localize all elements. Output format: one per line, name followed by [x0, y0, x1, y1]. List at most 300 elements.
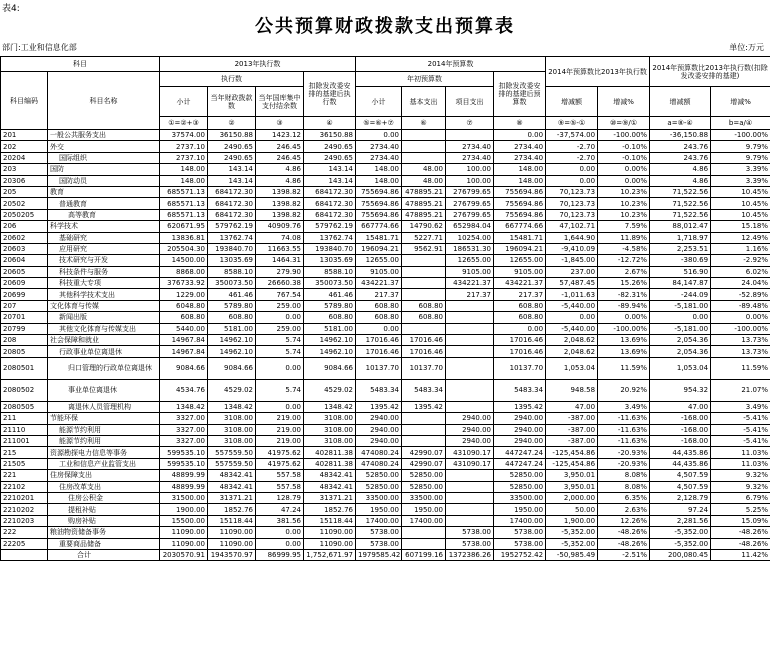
value-cell: 1952752.42 — [494, 549, 546, 560]
value-cell: 5.74 — [256, 379, 304, 401]
value-cell: 1348.42 — [160, 401, 208, 412]
table-row — [1, 312, 770, 323]
value-cell: 0.00% — [711, 312, 770, 323]
value-cell: 5440.00 — [160, 323, 208, 334]
value-cell: 5789.80 — [304, 300, 356, 311]
subject-code: 2080501 — [1, 357, 48, 379]
value-cell: 276799.65 — [446, 198, 494, 209]
value-cell: 608.80 — [160, 312, 208, 323]
value-cell: 431090.17 — [446, 447, 494, 458]
value-cell: 48899.99 — [160, 470, 208, 481]
value-cell: 11090.00 — [160, 527, 208, 538]
value-cell: 599535.10 — [160, 447, 208, 458]
value-cell: 52850.00 — [494, 470, 546, 481]
value-cell — [446, 323, 494, 334]
value-cell: 755694.86 — [494, 198, 546, 209]
value-cell: 381.56 — [256, 515, 304, 526]
table-row — [1, 335, 770, 346]
value-cell: 5738.00 — [356, 527, 402, 538]
value-cell: 2,048.62 — [546, 346, 598, 357]
value-cell: 11.59% — [598, 357, 650, 379]
value-cell: 4.86 — [650, 164, 711, 175]
value-cell — [446, 470, 494, 481]
value-cell: -50,985.49 — [546, 549, 598, 560]
value-cell: 2,128.79 — [650, 492, 711, 503]
subject-code: 20602 — [1, 232, 48, 243]
subject-code: 20306 — [1, 175, 48, 186]
value-cell: 579762.19 — [304, 221, 356, 232]
subject-code: 2210203 — [1, 515, 48, 526]
value-cell: 52850.00 — [402, 481, 446, 492]
value-cell: 33500.00 — [494, 492, 546, 503]
value-cell: 4529.02 — [304, 379, 356, 401]
value-cell — [402, 141, 446, 152]
value-cell: 128.79 — [256, 492, 304, 503]
subject-code: 20799 — [1, 323, 48, 334]
value-cell — [446, 335, 494, 346]
subject-name: 国防动员 — [48, 175, 160, 186]
value-cell: 607199.16 — [402, 549, 446, 560]
value-cell: -52.89% — [711, 289, 770, 300]
value-cell: -89.48% — [711, 300, 770, 311]
value-cell: 1852.76 — [304, 504, 356, 515]
value-cell: 608.80 — [356, 300, 402, 311]
value-cell: 13.69% — [598, 346, 650, 357]
value-cell: -89.94% — [598, 300, 650, 311]
value-cell: 9105.00 — [446, 266, 494, 277]
value-cell: 684172.30 — [304, 209, 356, 220]
value-cell: 6048.80 — [160, 300, 208, 311]
table-row — [1, 130, 770, 141]
value-cell: 88,012.47 — [650, 221, 711, 232]
value-cell: -37,574.00 — [546, 130, 598, 141]
subject-code: 215 — [1, 447, 48, 458]
value-cell: 1464.31 — [256, 255, 304, 266]
value-cell: 0.00 — [356, 130, 402, 141]
table-row — [1, 458, 770, 469]
value-cell: 17400.00 — [494, 515, 546, 526]
value-cell: 755694.86 — [494, 186, 546, 197]
value-cell: -48.26% — [711, 527, 770, 538]
value-cell: 13.69% — [598, 335, 650, 346]
value-cell: 5738.00 — [494, 527, 546, 538]
value-cell: 0.00 — [494, 130, 546, 141]
value-cell: -20.93% — [598, 458, 650, 469]
header-inc-2: 增减额 — [650, 87, 711, 117]
value-cell: -5,352.00 — [650, 527, 711, 538]
page-title: 公共预算财政拨款支出预算表 — [255, 16, 515, 37]
value-cell: -4.58% — [598, 243, 650, 254]
subject-name: 国防 — [48, 164, 160, 175]
subject-code: 203 — [1, 164, 48, 175]
value-cell: 15118.44 — [208, 515, 256, 526]
value-cell: 608.80 — [402, 312, 446, 323]
value-cell: 3108.00 — [304, 424, 356, 435]
value-cell: 31371.21 — [208, 492, 256, 503]
subject-code: 211 — [1, 413, 48, 424]
value-cell: 100.00 — [446, 175, 494, 186]
value-cell: 217.37 — [446, 289, 494, 300]
value-cell: 13762.74 — [208, 232, 256, 243]
subject-code: 211001 — [1, 435, 48, 446]
value-cell: 684172.30 — [208, 198, 256, 209]
subject-code: 20502 — [1, 198, 48, 209]
value-cell: 52850.00 — [402, 470, 446, 481]
value-cell: 17016.46 — [356, 335, 402, 346]
value-cell: 143.14 — [208, 164, 256, 175]
value-cell: 1,900.00 — [546, 515, 598, 526]
value-cell: 41975.62 — [256, 447, 304, 458]
value-cell — [446, 357, 494, 379]
subject-name: 基础研究 — [48, 232, 160, 243]
value-cell: 3327.00 — [160, 435, 208, 446]
subject-name: 工业和信息产业监管支出 — [48, 458, 160, 469]
value-cell: 10.45% — [711, 209, 770, 220]
value-cell: 3,950.01 — [546, 470, 598, 481]
value-cell: 48.00 — [402, 175, 446, 186]
value-cell: 2.63% — [598, 504, 650, 515]
value-cell: 3108.00 — [208, 435, 256, 446]
header-fin-alloc: 当年财政拨款数 — [208, 87, 256, 117]
formula-cell: ⑤=⑥+⑦ — [356, 117, 402, 130]
subject-name: 其他科学技术支出 — [48, 289, 160, 300]
value-cell: 2737.10 — [160, 152, 208, 163]
value-cell: 1398.82 — [256, 209, 304, 220]
value-cell: 2,253.51 — [650, 243, 711, 254]
table-row — [1, 435, 770, 446]
value-cell: 9.32% — [711, 470, 770, 481]
value-cell: 196094.21 — [356, 243, 402, 254]
value-cell: 1395.42 — [356, 401, 402, 412]
value-cell: 17016.46 — [494, 335, 546, 346]
value-cell: 8588.10 — [208, 266, 256, 277]
value-cell: 461.46 — [304, 289, 356, 300]
value-cell: -2.70 — [546, 152, 598, 163]
value-cell: -244.09 — [650, 289, 711, 300]
value-cell: 148.00 — [494, 164, 546, 175]
value-cell: 461.46 — [208, 289, 256, 300]
value-cell: 767.54 — [256, 289, 304, 300]
value-cell: 1395.42 — [402, 401, 446, 412]
value-cell — [446, 481, 494, 492]
value-cell: 478895.21 — [402, 186, 446, 197]
value-cell: 9.79% — [711, 141, 770, 152]
subject-code: 221 — [1, 470, 48, 481]
value-cell: 12.49% — [711, 232, 770, 243]
value-cell — [446, 401, 494, 412]
table-row — [1, 300, 770, 311]
subject-code: 20204 — [1, 152, 48, 163]
value-cell: 5.74 — [256, 346, 304, 357]
value-cell: 1,718.97 — [650, 232, 711, 243]
value-cell: 447247.24 — [494, 458, 546, 469]
value-cell: 74.08 — [256, 232, 304, 243]
value-cell: 1950.00 — [494, 504, 546, 515]
value-cell: 3,950.01 — [546, 481, 598, 492]
value-cell: 31500.00 — [160, 492, 208, 503]
subject-name: 社会保障和就业 — [48, 335, 160, 346]
value-cell: 3.39% — [711, 164, 770, 175]
value-cell: 4,507.59 — [650, 481, 711, 492]
value-cell: 8.08% — [598, 481, 650, 492]
value-cell: -387.00 — [546, 435, 598, 446]
value-cell: 219.00 — [256, 435, 304, 446]
subject-code: 21505 — [1, 458, 48, 469]
value-cell: -387.00 — [546, 413, 598, 424]
value-cell: 14962.10 — [208, 346, 256, 357]
value-cell: 219.00 — [256, 413, 304, 424]
header-early-dev: 扣除发改委安排的基建后预算数 — [494, 72, 546, 117]
value-cell: 2940.00 — [446, 424, 494, 435]
value-cell: 17016.46 — [356, 346, 402, 357]
table-row — [1, 357, 770, 379]
subject-name: 一般公共服务支出 — [48, 130, 160, 141]
value-cell: 246.45 — [256, 141, 304, 152]
value-cell: 684172.30 — [208, 186, 256, 197]
value-cell: 186531.30 — [446, 243, 494, 254]
value-cell: 2734.40 — [446, 152, 494, 163]
value-cell: 431090.17 — [446, 458, 494, 469]
value-cell: 70,123.73 — [546, 209, 598, 220]
formula-cell: ⑥ — [402, 117, 446, 130]
subject-name: 其他文化体育与传媒支出 — [48, 323, 160, 334]
value-cell: -36,150.88 — [650, 130, 711, 141]
value-cell: 4534.76 — [160, 379, 208, 401]
subject-name: 行政事业单位离退休 — [48, 346, 160, 357]
value-cell — [446, 492, 494, 503]
value-cell: 0.00 — [494, 323, 546, 334]
value-cell: 47.00 — [650, 401, 711, 412]
value-cell: 8868.00 — [160, 266, 208, 277]
value-cell: 2,281.56 — [650, 515, 711, 526]
value-cell: 276799.65 — [446, 186, 494, 197]
value-cell: 608.80 — [494, 312, 546, 323]
subject-code: 208 — [1, 335, 48, 346]
total-row — [1, 549, 770, 560]
value-cell: 608.80 — [402, 300, 446, 311]
formula-cell: ⑧ — [494, 117, 546, 130]
value-cell: 13.73% — [711, 346, 770, 357]
value-cell: 50.00 — [546, 504, 598, 515]
value-cell: 71,522.56 — [650, 198, 711, 209]
value-cell: 434221.37 — [356, 278, 402, 289]
value-cell: 434221.37 — [494, 278, 546, 289]
header-cmp2013-excl: 2014年预算数比2013年执行数(扣除发改委安排的基建) — [650, 57, 770, 87]
value-cell — [402, 435, 446, 446]
value-cell: 14962.10 — [304, 346, 356, 357]
value-cell: 3108.00 — [304, 435, 356, 446]
formula-cell: ② — [208, 117, 256, 130]
table-row — [1, 527, 770, 538]
value-cell: 685571.13 — [160, 209, 208, 220]
value-cell: 608.80 — [494, 300, 546, 311]
value-cell: 2490.65 — [304, 141, 356, 152]
table-row — [1, 164, 770, 175]
value-cell: 474080.24 — [356, 458, 402, 469]
table-row — [1, 232, 770, 243]
value-cell: -9,410.09 — [546, 243, 598, 254]
subject-code: 20701 — [1, 312, 48, 323]
value-cell: 15118.44 — [304, 515, 356, 526]
value-cell: 1398.82 — [256, 198, 304, 209]
value-cell: 5483.34 — [356, 379, 402, 401]
value-cell: 31371.21 — [304, 492, 356, 503]
value-cell: 447247.24 — [494, 447, 546, 458]
value-cell: -5,352.00 — [546, 538, 598, 549]
value-cell: 2,054.36 — [650, 346, 711, 357]
value-cell: 37574.00 — [160, 130, 208, 141]
subject-code: 21110 — [1, 424, 48, 435]
value-cell: -125,454.86 — [546, 458, 598, 469]
subject-name: 住房保障支出 — [48, 470, 160, 481]
value-cell: 148.00 — [160, 175, 208, 186]
value-cell: 1229.00 — [160, 289, 208, 300]
subject-name: 技术研究与开发 — [48, 255, 160, 266]
value-cell: 24.04% — [711, 278, 770, 289]
formula-cell: ⑦ — [446, 117, 494, 130]
value-cell: 2,048.62 — [546, 335, 598, 346]
value-cell: 1852.76 — [208, 504, 256, 515]
value-cell: 9.32% — [711, 481, 770, 492]
value-cell: -5,181.00 — [650, 300, 711, 311]
value-cell: 5.25% — [711, 504, 770, 515]
value-cell: 205504.30 — [160, 243, 208, 254]
value-cell: -5,352.00 — [546, 527, 598, 538]
value-cell: -5,352.00 — [650, 538, 711, 549]
value-cell: 755694.86 — [356, 198, 402, 209]
value-cell: 2.67% — [598, 266, 650, 277]
value-cell: 15481.71 — [494, 232, 546, 243]
value-cell: -2.51% — [598, 549, 650, 560]
value-cell: 48342.41 — [304, 470, 356, 481]
value-cell: 2940.00 — [356, 413, 402, 424]
value-cell: 14962.10 — [304, 335, 356, 346]
subject-code — [1, 549, 48, 560]
table-row — [1, 447, 770, 458]
value-cell — [402, 413, 446, 424]
value-cell — [446, 504, 494, 515]
value-cell: 684172.30 — [304, 186, 356, 197]
value-cell: 0.00 — [256, 312, 304, 323]
value-cell — [402, 323, 446, 334]
subject-code: 222 — [1, 527, 48, 538]
value-cell: 755694.86 — [494, 209, 546, 220]
subject-code: 2080502 — [1, 379, 48, 401]
value-cell: 71,522.56 — [650, 209, 711, 220]
value-cell: 14967.84 — [160, 346, 208, 357]
table-row — [1, 346, 770, 357]
value-cell: 376733.92 — [160, 278, 208, 289]
value-cell: 12.26% — [598, 515, 650, 526]
value-cell: -82.31% — [598, 289, 650, 300]
value-cell: 557.58 — [256, 481, 304, 492]
value-cell: -48.26% — [598, 538, 650, 549]
value-cell: 48342.41 — [208, 481, 256, 492]
value-cell: 193840.70 — [208, 243, 256, 254]
value-cell: -0.10% — [598, 141, 650, 152]
value-cell: 12655.00 — [446, 255, 494, 266]
subject-code: 20604 — [1, 255, 48, 266]
value-cell: 2940.00 — [494, 424, 546, 435]
value-cell: 17400.00 — [356, 515, 402, 526]
value-cell: 259.00 — [256, 323, 304, 334]
value-cell — [402, 266, 446, 277]
value-cell: 193840.70 — [304, 243, 356, 254]
value-cell: 15.18% — [711, 221, 770, 232]
value-cell: 11.42% — [711, 549, 770, 560]
subject-name: 归口管理的行政单位离退休 — [48, 357, 160, 379]
value-cell: 11.03% — [711, 447, 770, 458]
value-cell: 7.59% — [598, 221, 650, 232]
value-cell: 608.80 — [304, 312, 356, 323]
value-cell: 0.00 — [650, 312, 711, 323]
value-cell: 1900.00 — [160, 504, 208, 515]
value-cell: -48.26% — [598, 527, 650, 538]
value-cell: 2734.40 — [356, 141, 402, 152]
table-row — [1, 413, 770, 424]
formula-cell: b=a/④ — [711, 117, 770, 130]
value-cell: 2737.10 — [160, 141, 208, 152]
header-subject: 科目 — [1, 57, 160, 72]
value-cell: 3108.00 — [304, 413, 356, 424]
value-cell: 10137.70 — [402, 357, 446, 379]
subject-name: 科技条件与服务 — [48, 266, 160, 277]
value-cell: 0.00% — [598, 312, 650, 323]
value-cell: 40909.76 — [256, 221, 304, 232]
value-cell: 10137.70 — [356, 357, 402, 379]
value-cell: 608.80 — [356, 312, 402, 323]
value-cell: 143.14 — [208, 175, 256, 186]
value-cell: 237.00 — [546, 266, 598, 277]
value-cell: 4.86 — [256, 175, 304, 186]
subject-name: 外交 — [48, 141, 160, 152]
value-cell: 2734.40 — [446, 141, 494, 152]
formula-cell: a=⑧-④ — [650, 117, 711, 130]
value-cell: 42990.07 — [402, 447, 446, 458]
value-cell: 2940.00 — [446, 413, 494, 424]
value-cell: 684172.30 — [208, 209, 256, 220]
value-cell: 148.00 — [356, 175, 402, 186]
value-cell: 13035.69 — [304, 255, 356, 266]
table-row — [1, 401, 770, 412]
value-cell: 14500.00 — [160, 255, 208, 266]
value-cell: 48342.41 — [304, 481, 356, 492]
subject-name: 教育 — [48, 186, 160, 197]
value-cell: 11.59% — [711, 357, 770, 379]
value-cell: 0.00 — [256, 538, 304, 549]
value-cell: 0.00 — [546, 164, 598, 175]
value-cell: 9084.66 — [208, 357, 256, 379]
subject-name: 提租补贴 — [48, 504, 160, 515]
value-cell: 755694.86 — [356, 186, 402, 197]
value-cell: 243.76 — [650, 141, 711, 152]
value-cell: 13836.81 — [160, 232, 208, 243]
value-cell: 1,053.04 — [650, 357, 711, 379]
value-cell: 6.02% — [711, 266, 770, 277]
value-cell — [446, 130, 494, 141]
value-cell: 44,435.86 — [650, 447, 711, 458]
value-cell: 47.00 — [546, 401, 598, 412]
value-cell: 2940.00 — [356, 435, 402, 446]
value-cell: 1,752,671.97 — [304, 549, 356, 560]
value-cell: 2734.40 — [356, 152, 402, 163]
value-cell — [446, 346, 494, 357]
table-row — [1, 379, 770, 401]
value-cell — [446, 300, 494, 311]
value-cell: 652984.04 — [446, 221, 494, 232]
value-cell: 5738.00 — [446, 538, 494, 549]
value-cell: 11090.00 — [160, 538, 208, 549]
